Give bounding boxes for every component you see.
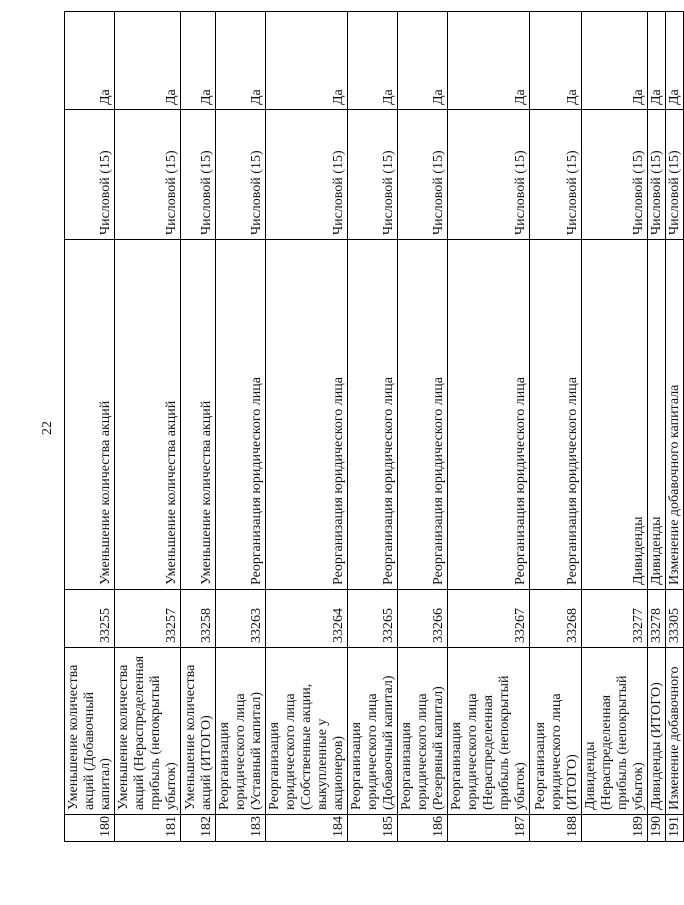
indicator-code: 33305 [666,590,684,648]
row-number: 181 [115,815,181,842]
row-number: 185 [348,815,398,842]
indicator-code: 33267 [448,590,530,648]
indicator-code: 33257 [115,590,181,648]
required-flag: Да [181,12,216,110]
required-flag: Да [530,12,582,110]
operation-name: Реорганизация юридического лица [398,240,448,590]
required-flag: Да [115,12,181,110]
required-flag: Да [666,12,684,110]
table-row [216,12,266,842]
table-row [648,12,666,842]
indicator-code: 33268 [530,590,582,648]
table-row [530,12,582,842]
required-flag: Да [582,12,648,110]
table-row [666,12,684,842]
table-row [266,12,348,842]
row-number: 188 [530,815,582,842]
required-flag: Да [216,12,266,110]
indicator-code: 33265 [348,590,398,648]
indicator-name: Реорганизация юридического лица (Уставный капитал) [216,648,266,815]
required-flag: Да [348,12,398,110]
required-flag: Да [448,12,530,110]
rotated-table-container [64,12,682,842]
table-row [65,12,115,842]
operation-name: Уменьшение количества акций [115,240,181,590]
table-row [582,12,648,842]
data-type: Числовой (15) [348,110,398,240]
row-number: 190 [648,815,666,842]
indicator-code: 33263 [216,590,266,648]
indicator-name: Уменьшение количества акций (Нераспределенная прибыль (непокрытый убыток) [115,648,181,815]
row-number: 183 [216,815,266,842]
operation-name: Изменение добавочного капитала [666,240,684,590]
indicator-name: Реорганизация юридического лица (Резервный капитал) [398,648,448,815]
indicator-name: Уменьшение количества акций (Добавочный капитал) [65,648,115,815]
indicator-code: 33258 [181,590,216,648]
table-row [181,12,216,842]
indicator-name: Дивиденды (Нераспределенная прибыль (непокрытый убыток) [582,648,648,815]
data-type: Числовой (15) [582,110,648,240]
operation-name: Реорганизация юридического лица [530,240,582,590]
requisites-table [64,11,684,842]
indicator-code: 33277 [582,590,648,648]
required-flag: Да [398,12,448,110]
indicator-name: Уменьшение количества акций (ИТОГО) [181,648,216,815]
data-type: Числовой (15) [530,110,582,240]
indicator-name: Изменение добавочного [666,648,684,815]
data-type: Числовой (15) [115,110,181,240]
row-number: 182 [181,815,216,842]
page-number: 22 [40,421,55,435]
operation-name: Реорганизация юридического лица [348,240,398,590]
data-type: Числовой (15) [266,110,348,240]
indicator-name: Реорганизация юридического лица (ИТОГО) [530,648,582,815]
indicator-code: 33255 [65,590,115,648]
indicator-name: Реорганизация юридического лица (Собственные акции, выкупленные у акционеров) [266,648,348,815]
table-row [115,12,181,842]
indicator-code: 33278 [648,590,666,648]
indicator-code: 33264 [266,590,348,648]
operation-name: Уменьшение количества акций [181,240,216,590]
operation-name: Реорганизация юридического лица [266,240,348,590]
data-type: Числовой (15) [181,110,216,240]
operation-name: Уменьшение количества акций [65,240,115,590]
row-number: 191 [666,815,684,842]
operation-name: Дивиденды [582,240,648,590]
data-type: Числовой (15) [448,110,530,240]
table-row [448,12,530,842]
operation-name: Дивиденды [648,240,666,590]
data-type: Числовой (15) [648,110,666,240]
data-type: Числовой (15) [216,110,266,240]
row-number: 186 [398,815,448,842]
table-row [398,12,448,842]
indicator-name: Реорганизация юридического лица (Добавочный капитал) [348,648,398,815]
indicator-name: Реорганизация юридического лица (Нераспределенная прибыль (непокрытый убыток) [448,648,530,815]
data-type: Числовой (15) [666,110,684,240]
required-flag: Да [65,12,115,110]
operation-name: Реорганизация юридического лица [216,240,266,590]
row-number: 187 [448,815,530,842]
required-flag: Да [266,12,348,110]
table-row [348,12,398,842]
data-type: Числовой (15) [65,110,115,240]
required-flag: Да [648,12,666,110]
row-number: 184 [266,815,348,842]
data-type: Числовой (15) [398,110,448,240]
operation-name: Реорганизация юридического лица [448,240,530,590]
indicator-code: 33266 [398,590,448,648]
indicator-name: Дивиденды (ИТОГО) [648,648,666,815]
row-number: 180 [65,815,115,842]
row-number: 189 [582,815,648,842]
